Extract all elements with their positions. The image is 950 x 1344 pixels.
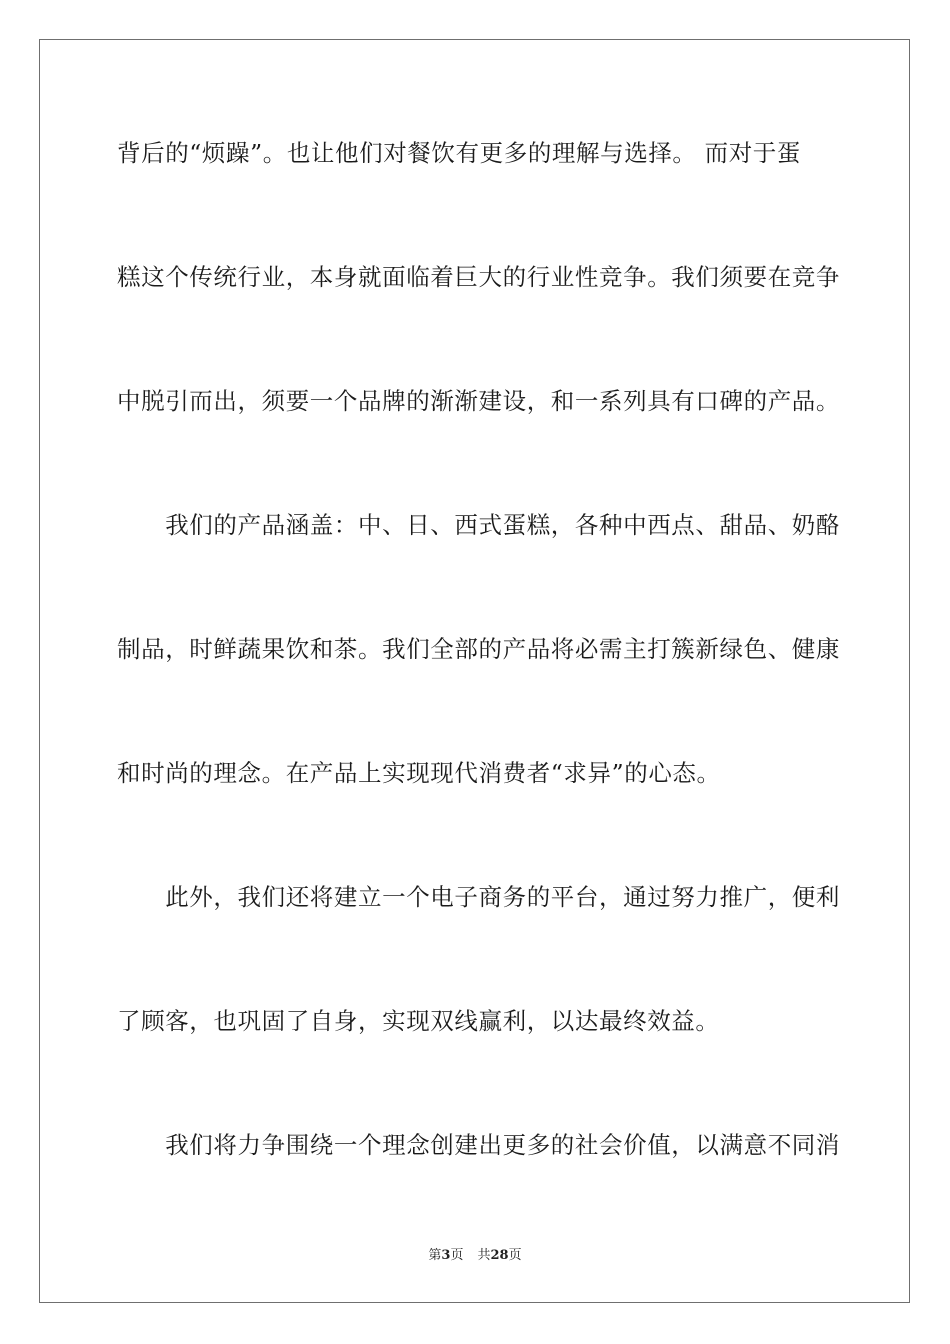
page-border xyxy=(39,39,910,1303)
page-number: 3 xyxy=(441,1248,451,1263)
body-text-line: 我们将力争围绕一个理念创建出更多的社会价值，以满意不同消 xyxy=(117,1131,840,1159)
body-text-line: 此外，我们还将建立一个电子商务的平台，通过努力推广，便利 xyxy=(117,883,840,911)
total-pages: 28 xyxy=(490,1248,509,1263)
body-text-line: 我们的产品涵盖：中、日、西式蛋糕，各种中西点、甜品、奶酪 xyxy=(117,511,840,539)
body-text-line: 了顾客，也巩固了自身，实现双线赢利，以达最终效益。 xyxy=(117,1007,720,1035)
body-text-line: 制品，时鲜蔬果饮和茶。我们全部的产品将必需主打簇新绿色、健康 xyxy=(117,635,840,663)
page-footer xyxy=(0,1247,950,1265)
page-label-prefix: 第 xyxy=(428,1248,442,1263)
body-text-line: 糕这个传统行业，本身就面临着巨大的行业性竞争。我们须要在竞争 xyxy=(117,263,840,291)
body-text-line: 背后的“烦躁”。也让他们对餐饮有更多的理解与选择。 而对于蛋 xyxy=(117,139,801,167)
total-label-suffix: 页 xyxy=(508,1248,522,1263)
body-text-line: 中脱引而出，须要一个品牌的渐渐建设，和一系列具有口碑的产品。 xyxy=(117,387,840,415)
total-label-prefix: 共 xyxy=(477,1248,491,1263)
page-label-suffix: 页 xyxy=(450,1248,464,1263)
body-text-line: 和时尚的理念。在产品上实现现代消费者“求异”的心态。 xyxy=(117,759,721,787)
